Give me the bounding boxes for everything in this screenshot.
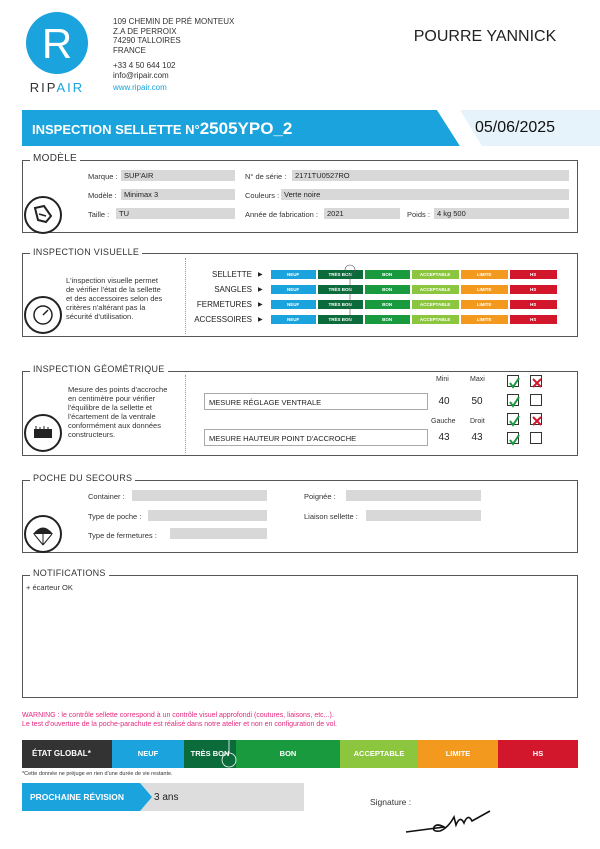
hauteur-gauche-value: 43 <box>438 432 450 443</box>
geometrique-description: Mesure des points d'accroche en centimètre pour vérifier l'équilibre de la sellette et l'écartement de la ventrale conformément aux données constructeurs. <box>68 385 168 439</box>
hauteur-ok-checkbox-checked <box>507 432 519 444</box>
couleurs-label: Couleurs : <box>245 191 280 200</box>
parachute-icon <box>24 515 62 553</box>
gauche-label: Gauche <box>431 418 456 425</box>
annee-label: Année de fabrication : <box>245 210 318 219</box>
serie-label: N° de série : <box>245 172 287 181</box>
row-label-sangles: SANGLES <box>214 285 252 294</box>
ventrale-ok-checkbox-checked <box>507 375 519 387</box>
marque-field: SUP'AIR <box>121 170 235 181</box>
serie-field: 2171TU0527RO <box>292 170 569 181</box>
arrow-right-icon: ▶ <box>258 302 263 308</box>
poignee-label: Poignée : <box>304 492 336 501</box>
etat-neuf: NEUF <box>112 740 184 768</box>
harness-icon <box>24 196 62 234</box>
visuelle-description: L'inspection visuelle permet de vérifier l'état de la sellette et des accessoires selon des critères n'altérant pas la sécurité d'utilisation. <box>66 276 163 321</box>
modele-label: Modèle : <box>88 191 117 200</box>
modele-title: MODÈLE <box>30 153 80 164</box>
selection-marker-tres-bon <box>343 263 357 325</box>
type-poche-field <box>148 510 267 521</box>
container-field <box>132 490 267 501</box>
poids-label: Poids : <box>407 210 430 219</box>
etat-acceptable: ACCEPTABLE <box>340 740 418 768</box>
ventrale-ok-checkbox-checked <box>507 394 519 406</box>
visuelle-grid <box>186 267 559 327</box>
poignee-field <box>346 490 481 501</box>
geometrique-title: INSPECTION GÉOMÉTRIQUE <box>30 364 168 374</box>
etat-tres-bon: TRÈS BON <box>184 740 236 768</box>
inspection-date: 05/06/2025 <box>474 119 556 136</box>
secours-title: POCHE DU SECOURS <box>30 473 135 483</box>
etat-hs: HS <box>498 740 578 768</box>
taille-field: TU <box>116 208 235 219</box>
scale-accessoires: NEUF TRÈS BON BON ACCEPTABLE LIMITE HS <box>271 315 559 324</box>
hauteur-droit-value: 43 <box>471 432 483 443</box>
company-address: 109 CHEMIN DE PRÉ MONTEUX Z.A DE PERROIX 74290 TALLOIRES FRANCE +33 4 50 644 102 info@ripair.com www.ripair.com <box>113 17 235 92</box>
measure-icon <box>24 414 62 452</box>
maxi-label: Maxi <box>470 376 485 383</box>
notifications-title: NOTIFICATIONS <box>30 568 109 578</box>
annee-field: 2021 <box>324 208 400 219</box>
hauteur-nok-checkbox-cross <box>530 413 542 425</box>
etat-global-bar <box>22 740 578 768</box>
scale-fermetures: NEUF TRÈS BON BON ACCEPTABLE LIMITE HS <box>271 300 559 309</box>
etat-global-note: *Cette donnée ne préjuge en rien d'une durée de vie restante. <box>22 771 173 777</box>
mini-label: Mini <box>436 376 449 383</box>
ventrale-nok-checkbox-cross <box>530 375 542 387</box>
ventrale-maxi-value: 50 <box>471 396 483 407</box>
fermetures-label: Type de fermetures : <box>88 531 157 540</box>
couleurs-field: Verte noire <box>281 189 569 200</box>
inspection-title: INSPECTION SELLETTE N°2505YPO_2 <box>32 119 293 138</box>
geometrique-separator <box>185 375 186 453</box>
ventrale-measure-label: MESURE RÉGLAGE VENTRALE <box>204 393 428 410</box>
phone: +33 4 50 644 102 <box>113 61 176 70</box>
arrow-right-icon: ▶ <box>258 287 263 293</box>
notifications-text: + écarteur OK <box>26 583 73 592</box>
row-label-fermetures: FERMETURES <box>196 300 252 309</box>
marque-label: Marque : <box>88 172 118 181</box>
etat-limite: LIMITE <box>418 740 498 768</box>
dial-icon <box>24 296 62 334</box>
row-label-accessoires: ACCESSOIRES <box>194 315 252 324</box>
liaison-label: Liaison sellette : <box>304 512 358 521</box>
notifications-section <box>22 575 578 698</box>
warning-text: WARNING : le contrôle sellette correspond à un contrôle visuel approfondi (coutures, liaisons, etc...). Le test d'ouverture de la poche-parachute est réalisé dans notre atelier et non en configuration de vol. <box>22 712 337 728</box>
container-label: Container : <box>88 492 125 501</box>
revision-label: PROCHAINE RÉVISION <box>30 792 124 802</box>
row-label-sellette: SELLETTE <box>211 270 252 279</box>
hauteur-measure-label: MESURE HAUTEUR POINT D'ACCROCHE <box>204 429 428 446</box>
svg-text:R: R <box>41 20 73 67</box>
visuelle-title: INSPECTION VISUELLE <box>30 247 142 257</box>
fermetures-field <box>170 528 267 539</box>
arrow-right-icon: ▶ <box>258 317 263 323</box>
ventrale-mini-value: 40 <box>438 396 450 407</box>
ripair-logo-text: RIPAIR <box>29 80 85 95</box>
ripair-logo-circle <box>26 12 88 74</box>
type-poche-label: Type de poche : <box>88 512 142 521</box>
droit-label: Droit <box>470 418 485 425</box>
revision-value: 3 ans <box>154 792 179 803</box>
etat-global-label: ÉTAT GLOBAL* <box>22 740 112 768</box>
ventrale-nok-checkbox <box>530 394 542 406</box>
website-link[interactable]: www.ripair.com <box>113 83 167 92</box>
signature-image <box>404 805 496 835</box>
hauteur-nok-checkbox <box>530 432 542 444</box>
liaison-field <box>366 510 481 521</box>
scale-sellette: NEUF TRÈS BON BON ACCEPTABLE LIMITE HS <box>271 270 559 279</box>
etat-bon: BON <box>236 740 340 768</box>
email: info@ripair.com <box>113 70 169 80</box>
selection-marker-global <box>218 738 240 774</box>
arrow-right-icon: ▶ <box>258 272 263 278</box>
logo-r-icon <box>26 12 88 74</box>
poids-field: 4 kg 500 <box>434 208 569 219</box>
signature-label: Signature : <box>370 797 412 807</box>
scale-sangles: NEUF TRÈS BON BON ACCEPTABLE LIMITE HS <box>271 285 559 294</box>
hauteur-ok-checkbox-checked <box>507 413 519 425</box>
modele-field: Minimax 3 <box>121 189 235 200</box>
taille-label: Taille : <box>88 210 110 219</box>
client-name: POURRE YANNICK <box>413 28 557 45</box>
